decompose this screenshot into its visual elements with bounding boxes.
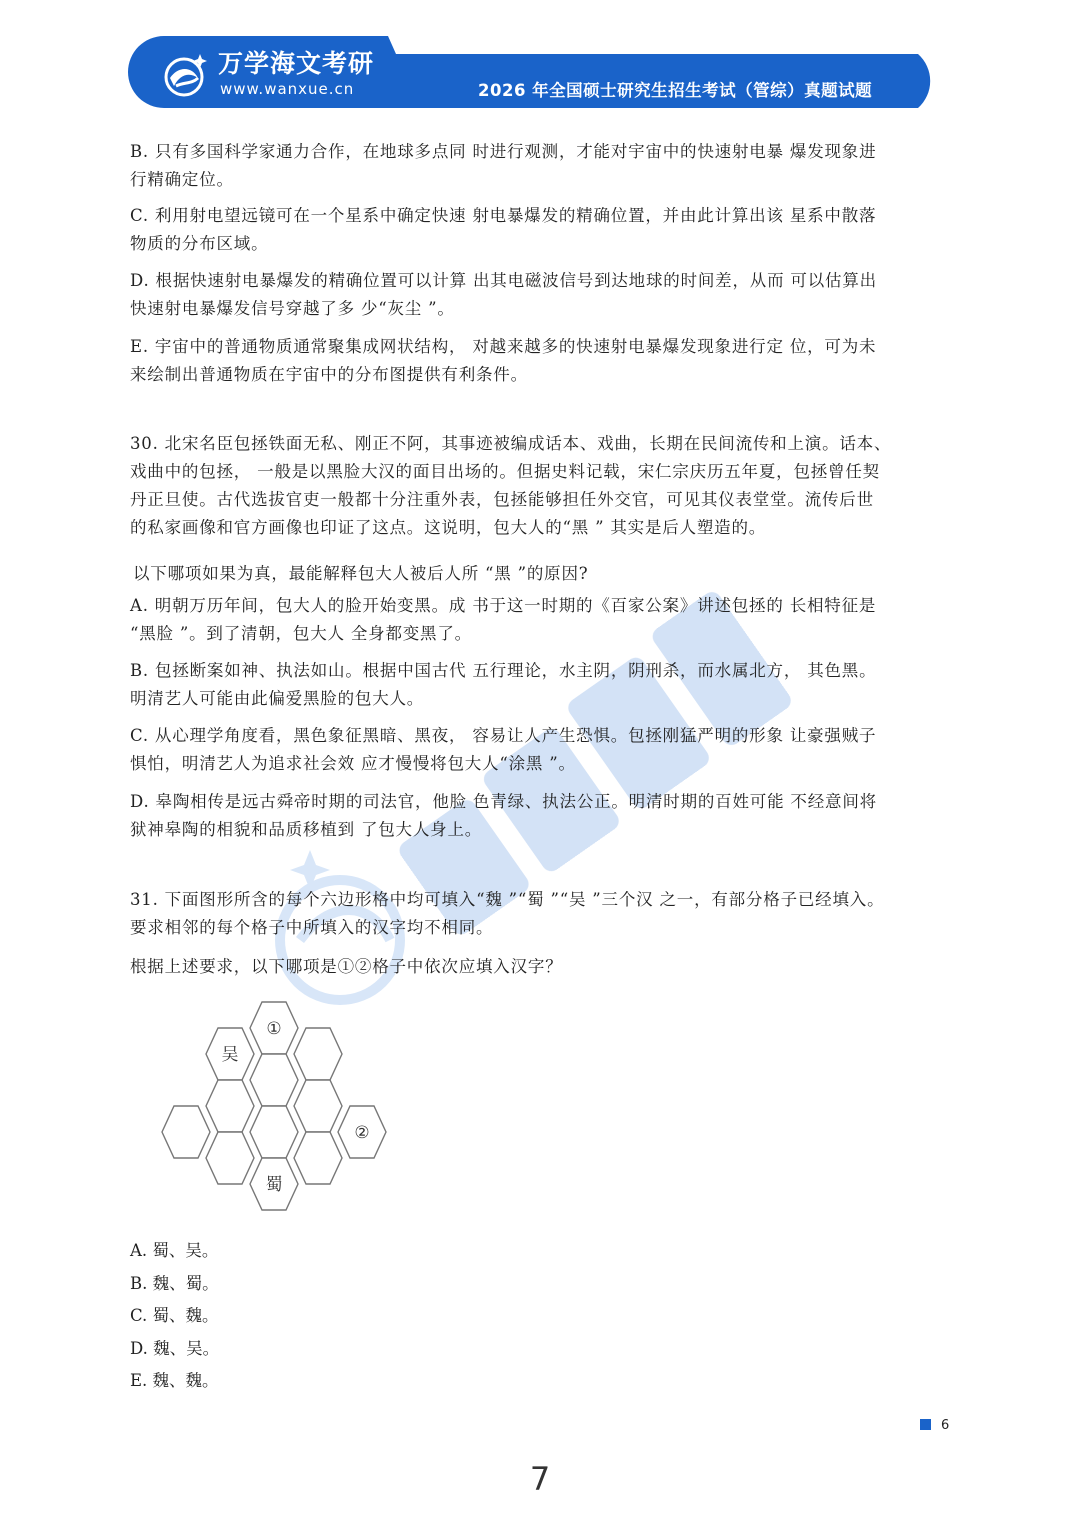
text-line: C. 从心理学角度看，黑色象征黑暗、黑夜， 容易让人产生恐惧。包拯刚猛严明的形象 让豪强贼子: [130, 726, 877, 745]
hex-cell: [294, 1132, 342, 1184]
text-line: 31. 下面图形所含的每个六边形格中均可填入“魏 ”“蜀 ”“吴 ”三个汉 之一，有部分格子已经填入。: [130, 890, 885, 909]
text-line: D. 皋陶相传是远古舜帝时期的司法官，他脸 色青绿、执法公正。明清时期的百姓可能 不经意间将: [130, 792, 877, 811]
hex-label-shu: 蜀: [265, 1175, 283, 1195]
text-line: 戏曲中的包拯， 一般是以黑脸大汉的面目出场的。但据史料记载，宋仁宗庆历五年夏，包拯曾任契: [130, 462, 880, 481]
text-line: 根据上述要求，以下哪项是①②格子中依次应填入汉字？: [130, 957, 563, 976]
q29-option-e: [130, 333, 950, 389]
footer-page-number: 7: [529, 1460, 551, 1498]
q29-option-c: [130, 202, 950, 258]
text-line: B. 包拯断案如神、执法如山。根据中国古代 五行理论，水主阴，阴刑杀，而水属北方， 其色黑。: [130, 661, 877, 680]
hex-cell: [250, 1054, 298, 1106]
hex-cell: [294, 1080, 342, 1132]
q30-option-a: [130, 592, 950, 648]
text-line: A. 明朝万历年间，包大人的脸开始变黑。成 书于这一时期的《百家公案》讲述包拯的 长相特征是: [130, 596, 877, 615]
text-line: 丹正旦使。古代选拔官吏一般都十分注重外表，包拯能够担任外交官，可见其仪表堂堂。流传后世: [130, 490, 874, 509]
q31-option-a: A. 蜀、吴。: [130, 1241, 219, 1260]
hex-cell: [206, 1080, 254, 1132]
q29-option-d: [130, 267, 950, 323]
hex-label-wu: 吴: [221, 1045, 239, 1065]
text-line: B. 只有多国科学家通力合作，在地球多点同 时进行观测，才能对宇宙中的快速射电暴 爆发现象进: [130, 142, 877, 161]
q31-option-d: D. 魏、吴。: [130, 1338, 220, 1358]
q30-option-c: [130, 722, 950, 778]
page-number-text: 6: [941, 1418, 950, 1433]
page-marker-square: [920, 1419, 931, 1430]
hex-cell: [206, 1132, 254, 1184]
text-line: 物质的分布区域。: [130, 234, 269, 253]
q31-stem: [130, 886, 950, 942]
text-line: “黑脸 ”。到了清朝，包大人 全身都变黑了。: [130, 624, 472, 643]
text-line: 以下哪项如果为真，最能解释包大人被后人所 “黑 ”的原因?: [133, 564, 589, 583]
hexagon-grid-figure: [150, 998, 410, 1213]
exam-title: 2026 年全国硕士研究生招生考试（管综）真题试题: [478, 81, 873, 100]
text-line: 来绘制出普通物质在宇宙中的分布图提供有利条件。: [130, 365, 528, 384]
page-number: [920, 1418, 949, 1433]
hex-cell: [294, 1028, 342, 1080]
text-line: 明清艺人可能由此偏爱黑脸的包大人。: [130, 689, 425, 708]
q31-option-e: E. 魏、魏。: [130, 1371, 219, 1391]
hex-label-one: ①: [266, 1019, 282, 1039]
q30-option-d: [130, 788, 950, 844]
header-banner: [128, 36, 954, 108]
text-line: D. 根据快速射电暴爆发的精确位置可以计算 出其电磁波信号到达地球的时间差，从而 可以估算出: [130, 271, 877, 290]
text-line: 惧怕，明清艺人为追求社会效 应才慢慢将包大人“涂黑 ”。: [130, 754, 576, 773]
hex-label-two: ②: [354, 1123, 370, 1143]
hex-cell: [250, 1106, 298, 1158]
wanxue-logo-icon: [162, 52, 208, 98]
hex-cell: [162, 1106, 210, 1158]
text-line: C. 利用射电望远镜可在一个星系中确定快速 射电暴爆发的精确位置，并由此计算出该 星系中散落: [130, 206, 877, 225]
q31-option-b: B. 魏、蜀。: [130, 1273, 219, 1293]
q30-question: [133, 560, 953, 588]
text-line: 狱神皋陶的相貌和品质移植到 了包大人身上。: [130, 820, 483, 839]
q31-option-c: C. 蜀、魏。: [130, 1306, 219, 1326]
q31-question: [130, 953, 950, 981]
text-line: E. 宇宙中的普通物质通常聚集成网状结构， 对越来越多的快速射电暴爆发现象进行定 位，可为未: [130, 337, 877, 356]
text-line: 30. 北宋名臣包拯铁面无私、刚正不阿，其事迹被编成话本、戏曲，长期在民间流传和上演。话本、: [130, 434, 892, 453]
q29-option-b: [130, 138, 950, 194]
q30-option-b: [130, 657, 950, 713]
text-line: 快速射电暴爆发信号穿越了多 少“灰尘 ”。: [130, 299, 455, 318]
text-line: 要求相邻的每个格子中所填入的汉字均不相同。: [130, 918, 494, 937]
text-line: 的私家画像和官方画像也印证了这点。这说明，包大人的“黑 ” 其实是后人塑造的。: [130, 518, 767, 537]
q31-options: [130, 1237, 219, 1400]
brand-name: 万学海文考研: [218, 49, 375, 78]
brand-url: www.wanxue.cn: [220, 80, 355, 98]
q30-stem: [130, 430, 950, 542]
text-line: 行精确定位。: [130, 170, 234, 189]
